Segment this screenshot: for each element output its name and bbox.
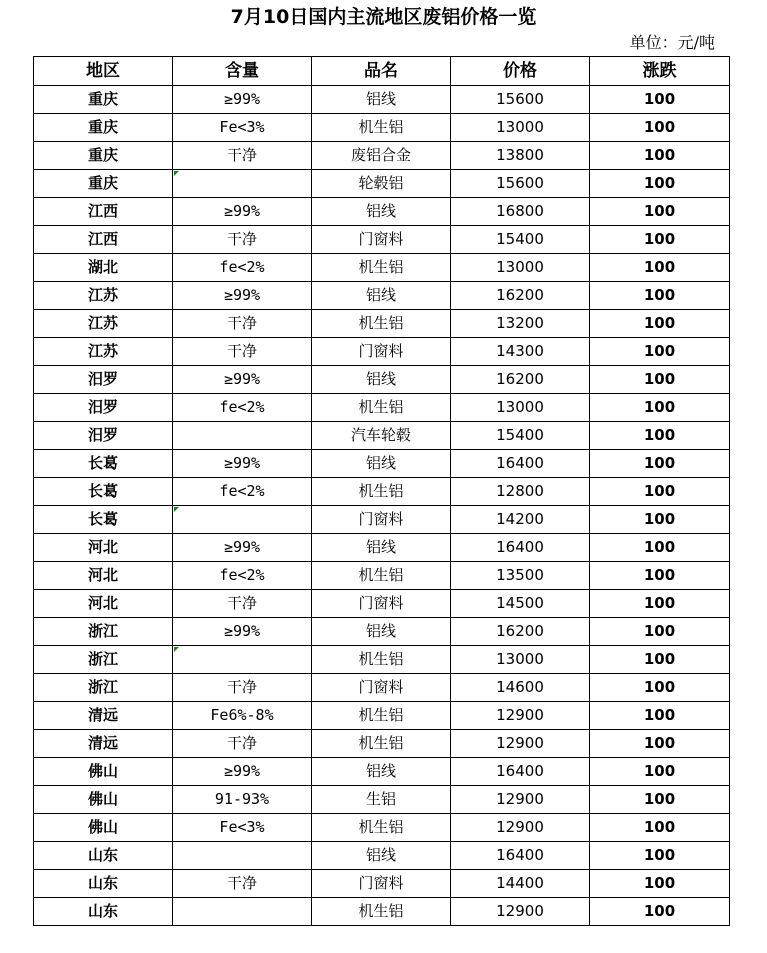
price-cell: 13200 xyxy=(451,310,590,338)
region-cell: 浙江 xyxy=(34,618,173,646)
product-cell: 铝线 xyxy=(312,282,451,310)
region-cell: 江苏 xyxy=(34,282,173,310)
content-cell: ≥99% xyxy=(173,366,312,394)
price-cell: 15400 xyxy=(451,422,590,450)
change-cell: 100 xyxy=(590,730,730,758)
change-cell: 100 xyxy=(590,338,730,366)
price-table xyxy=(33,56,730,926)
region-cell: 清远 xyxy=(34,702,173,730)
price-cell: 14400 xyxy=(451,870,590,898)
product-cell: 门窗料 xyxy=(312,506,451,534)
table-row xyxy=(34,86,730,114)
product-cell: 机生铝 xyxy=(312,310,451,338)
price-cell: 16400 xyxy=(451,842,590,870)
region-cell: 河北 xyxy=(34,590,173,618)
product-cell: 门窗料 xyxy=(312,338,451,366)
content-cell: ≥99% xyxy=(173,758,312,786)
change-cell: 100 xyxy=(590,674,730,702)
table-row xyxy=(34,450,730,478)
table-row xyxy=(34,114,730,142)
table-row xyxy=(34,702,730,730)
header-price: 价格 xyxy=(451,57,590,86)
change-cell: 100 xyxy=(590,786,730,814)
content-cell: Fe<3% xyxy=(173,814,312,842)
content-cell: Fe<3% xyxy=(173,114,312,142)
table-row xyxy=(34,758,730,786)
content-cell: ≥99% xyxy=(173,282,312,310)
region-cell: 长葛 xyxy=(34,506,173,534)
region-cell: 重庆 xyxy=(34,170,173,198)
table-row xyxy=(34,310,730,338)
content-cell: fe<2% xyxy=(173,394,312,422)
region-cell: 江苏 xyxy=(34,338,173,366)
price-cell: 14600 xyxy=(451,674,590,702)
product-cell: 铝线 xyxy=(312,534,451,562)
table-row xyxy=(34,534,730,562)
unit-label: 单位：元/吨 xyxy=(629,33,715,52)
region-cell: 浙江 xyxy=(34,674,173,702)
region-cell: 长葛 xyxy=(34,478,173,506)
region-cell: 山东 xyxy=(34,870,173,898)
content-cell: fe<2% xyxy=(173,254,312,282)
content-cell: 干净 xyxy=(173,730,312,758)
price-cell: 16200 xyxy=(451,282,590,310)
header-change: 涨跌 xyxy=(590,57,730,86)
product-cell: 机生铝 xyxy=(312,394,451,422)
change-cell: 100 xyxy=(590,282,730,310)
table-row xyxy=(34,254,730,282)
content-cell: ≥99% xyxy=(173,618,312,646)
product-cell: 机生铝 xyxy=(312,702,451,730)
price-cell: 16400 xyxy=(451,534,590,562)
price-cell: 14500 xyxy=(451,590,590,618)
change-cell: 100 xyxy=(590,86,730,114)
change-cell: 100 xyxy=(590,646,730,674)
table-body xyxy=(34,86,730,926)
product-cell: 门窗料 xyxy=(312,226,451,254)
content-cell: 干净 xyxy=(173,590,312,618)
header-product: 品名 xyxy=(312,57,451,86)
region-cell: 江西 xyxy=(34,198,173,226)
change-cell: 100 xyxy=(590,450,730,478)
change-cell: 100 xyxy=(590,758,730,786)
table-row xyxy=(34,282,730,310)
content-cell: ≥99% xyxy=(173,534,312,562)
change-cell: 100 xyxy=(590,114,730,142)
content-cell: 干净 xyxy=(173,310,312,338)
table-row xyxy=(34,226,730,254)
content-cell: 干净 xyxy=(173,226,312,254)
product-cell: 机生铝 xyxy=(312,898,451,926)
product-cell: 废铝合金 xyxy=(312,142,451,170)
region-cell: 山东 xyxy=(34,842,173,870)
table-row xyxy=(34,674,730,702)
region-cell: 河北 xyxy=(34,534,173,562)
price-cell: 15600 xyxy=(451,170,590,198)
content-cell xyxy=(173,170,312,198)
table-row xyxy=(34,366,730,394)
change-cell: 100 xyxy=(590,842,730,870)
page-title: 7月10日国内主流地区废铝价格一览 xyxy=(230,6,537,28)
price-cell: 13000 xyxy=(451,646,590,674)
product-cell: 铝线 xyxy=(312,450,451,478)
product-cell: 门窗料 xyxy=(312,674,451,702)
region-cell: 江西 xyxy=(34,226,173,254)
price-cell: 13500 xyxy=(451,562,590,590)
change-cell: 100 xyxy=(590,870,730,898)
table-row xyxy=(34,814,730,842)
content-cell: 干净 xyxy=(173,338,312,366)
change-cell: 100 xyxy=(590,506,730,534)
content-cell: 91-93% xyxy=(173,786,312,814)
region-cell: 佛山 xyxy=(34,814,173,842)
content-cell: fe<2% xyxy=(173,478,312,506)
product-cell: 铝线 xyxy=(312,366,451,394)
region-cell: 浙江 xyxy=(34,646,173,674)
change-cell: 100 xyxy=(590,590,730,618)
product-cell: 铝线 xyxy=(312,198,451,226)
table-row xyxy=(34,618,730,646)
change-cell: 100 xyxy=(590,478,730,506)
content-cell: fe<2% xyxy=(173,562,312,590)
region-cell: 河北 xyxy=(34,562,173,590)
table-row xyxy=(34,338,730,366)
header-content: 含量 xyxy=(173,57,312,86)
table-row xyxy=(34,590,730,618)
table-row xyxy=(34,786,730,814)
product-cell: 机生铝 xyxy=(312,114,451,142)
header-region: 地区 xyxy=(34,57,173,86)
table-row xyxy=(34,394,730,422)
region-cell: 长葛 xyxy=(34,450,173,478)
price-cell: 13000 xyxy=(451,254,590,282)
table-row xyxy=(34,198,730,226)
region-cell: 重庆 xyxy=(34,86,173,114)
product-cell: 生铝 xyxy=(312,786,451,814)
content-cell xyxy=(173,506,312,534)
change-cell: 100 xyxy=(590,142,730,170)
content-cell: 干净 xyxy=(173,674,312,702)
table-row xyxy=(34,870,730,898)
table-row xyxy=(34,506,730,534)
price-cell: 14200 xyxy=(451,506,590,534)
change-cell: 100 xyxy=(590,394,730,422)
product-cell: 门窗料 xyxy=(312,870,451,898)
change-cell: 100 xyxy=(590,254,730,282)
content-cell: 干净 xyxy=(173,870,312,898)
change-cell: 100 xyxy=(590,422,730,450)
price-cell: 13800 xyxy=(451,142,590,170)
product-cell: 铝线 xyxy=(312,618,451,646)
price-cell: 12900 xyxy=(451,730,590,758)
product-cell: 机生铝 xyxy=(312,814,451,842)
price-cell: 12800 xyxy=(451,478,590,506)
price-cell: 16800 xyxy=(451,198,590,226)
price-cell: 16400 xyxy=(451,450,590,478)
product-cell: 机生铝 xyxy=(312,478,451,506)
table-row xyxy=(34,842,730,870)
content-cell: ≥99% xyxy=(173,198,312,226)
change-cell: 100 xyxy=(590,618,730,646)
price-cell: 12900 xyxy=(451,898,590,926)
content-cell: 干净 xyxy=(173,142,312,170)
change-cell: 100 xyxy=(590,898,730,926)
product-cell: 机生铝 xyxy=(312,562,451,590)
content-cell xyxy=(173,842,312,870)
table-row xyxy=(34,142,730,170)
header-row xyxy=(34,57,730,86)
change-cell: 100 xyxy=(590,814,730,842)
region-cell: 佛山 xyxy=(34,758,173,786)
product-cell: 铝线 xyxy=(312,86,451,114)
content-cell: Fe6%-8% xyxy=(173,702,312,730)
price-cell: 13000 xyxy=(451,114,590,142)
table-row xyxy=(34,478,730,506)
price-cell: 13000 xyxy=(451,394,590,422)
price-cell: 15600 xyxy=(451,86,590,114)
table-row xyxy=(34,422,730,450)
product-cell: 机生铝 xyxy=(312,254,451,282)
product-cell: 铝线 xyxy=(312,758,451,786)
region-cell: 江苏 xyxy=(34,310,173,338)
change-cell: 100 xyxy=(590,198,730,226)
region-cell: 汨罗 xyxy=(34,366,173,394)
region-cell: 佛山 xyxy=(34,786,173,814)
region-cell: 山东 xyxy=(34,898,173,926)
region-cell: 重庆 xyxy=(34,114,173,142)
product-cell: 门窗料 xyxy=(312,590,451,618)
region-cell: 汨罗 xyxy=(34,422,173,450)
change-cell: 100 xyxy=(590,310,730,338)
table-row xyxy=(34,898,730,926)
price-cell: 16200 xyxy=(451,618,590,646)
price-cell: 15400 xyxy=(451,226,590,254)
content-cell: ≥99% xyxy=(173,450,312,478)
content-cell: ≥99% xyxy=(173,86,312,114)
region-cell: 汨罗 xyxy=(34,394,173,422)
change-cell: 100 xyxy=(590,562,730,590)
table-row xyxy=(34,562,730,590)
change-cell: 100 xyxy=(590,170,730,198)
price-cell: 12900 xyxy=(451,814,590,842)
change-cell: 100 xyxy=(590,366,730,394)
change-cell: 100 xyxy=(590,534,730,562)
table-row xyxy=(34,646,730,674)
table-row xyxy=(34,730,730,758)
change-cell: 100 xyxy=(590,226,730,254)
region-cell: 清远 xyxy=(34,730,173,758)
content-cell xyxy=(173,422,312,450)
change-cell: 100 xyxy=(590,702,730,730)
product-cell: 汽车轮毂 xyxy=(312,422,451,450)
content-cell xyxy=(173,646,312,674)
price-cell: 16400 xyxy=(451,758,590,786)
price-cell: 16200 xyxy=(451,366,590,394)
content-cell xyxy=(173,898,312,926)
region-cell: 重庆 xyxy=(34,142,173,170)
product-cell: 轮毂铝 xyxy=(312,170,451,198)
product-cell: 铝线 xyxy=(312,842,451,870)
price-cell: 12900 xyxy=(451,786,590,814)
table-row xyxy=(34,170,730,198)
product-cell: 机生铝 xyxy=(312,646,451,674)
region-cell: 湖北 xyxy=(34,254,173,282)
price-cell: 14300 xyxy=(451,338,590,366)
price-cell: 12900 xyxy=(451,702,590,730)
product-cell: 机生铝 xyxy=(312,730,451,758)
